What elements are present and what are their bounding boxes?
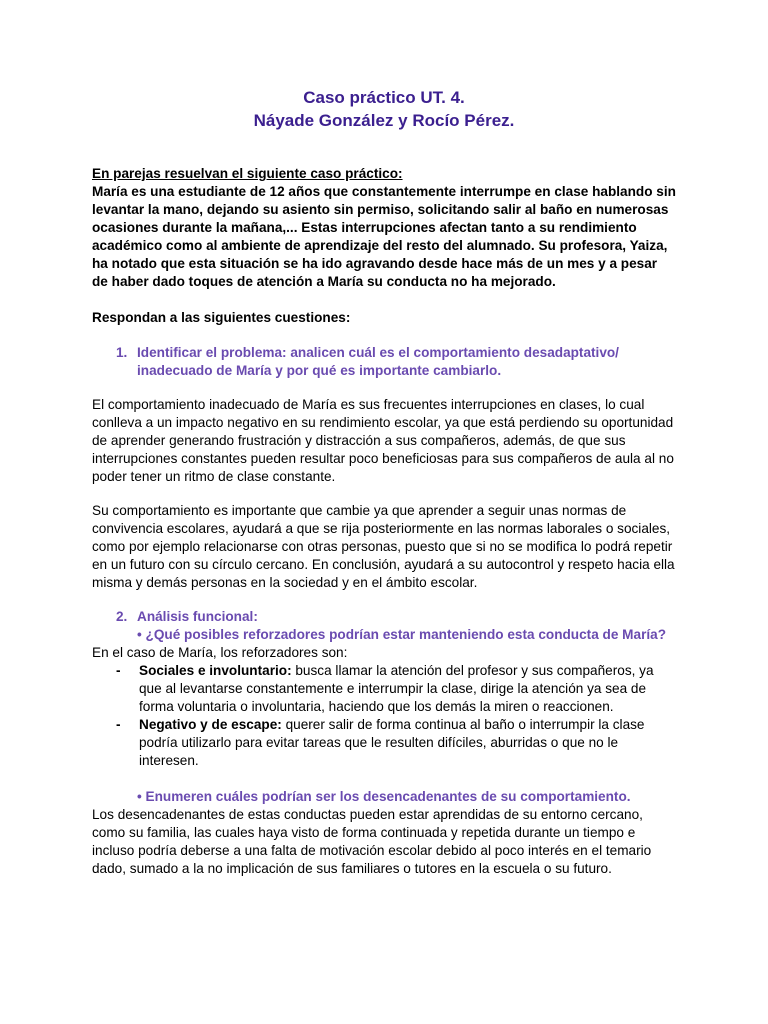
title-line-2: Náyade González y Rocío Pérez. bbox=[253, 111, 515, 130]
page-title bbox=[92, 86, 676, 132]
question-2-number: 2. bbox=[116, 609, 128, 624]
list-item-body bbox=[139, 716, 676, 770]
question-3: • Enumeren cuáles podrían ser los desencadenantes de su comportamiento. bbox=[137, 789, 631, 804]
answer-1-paragraph-2: Su comportamiento es importante que cambie ya que aprender a seguir unas normas de convivencia escolares, ayudará a que se rija posteriormente en las normas laborales o sociales, como por ejemplo relacionarse con otras personas, puesto que si no se modifica lo podrá repetir en un futuro con su círculo cercano. En conclusión, ayudará a su autocontrol y respeto hacia ella misma y demás personas en la sociedad y en el ámbito escolar. bbox=[92, 503, 675, 590]
list-item bbox=[92, 716, 676, 770]
title-line-1: Caso práctico UT. 4. bbox=[303, 88, 465, 107]
reinforcer-list bbox=[92, 662, 676, 770]
question-2-title: Análisis funcional: bbox=[137, 609, 258, 624]
question-1 bbox=[92, 344, 676, 380]
question-2-sub: • ¿Qué posibles reforzadores podrían estar manteniendo esta conducta de María? bbox=[137, 627, 666, 642]
answer-2-intro: En el caso de María, los reforzadores son: bbox=[92, 645, 348, 660]
question-2 bbox=[92, 608, 676, 626]
case-lead: En parejas resuelvan el siguiente caso práctico: bbox=[92, 166, 403, 181]
answer-3-paragraph: Los desencadenantes de estas conductas pueden estar aprendidas de su entorno cercano, como su familia, las cuales haya visto de forma continuada y repetida durante un tiempo e incluso podría deberse a una falta de motivación escolar debido al poco interés en el temario dado, sumado a la no implicación de sus familiares o tutores en la escuela o su futuro. bbox=[92, 807, 652, 876]
case-intro bbox=[92, 165, 676, 291]
list-item-term: Sociales e involuntario: bbox=[139, 663, 292, 678]
list-item-term: Negativo y de escape: bbox=[139, 717, 282, 732]
answer-1-paragraph-1: El comportamiento inadecuado de María es sus frecuentes interrupciones en clases, lo cual conlleva a un impacto negativo en su rendimiento escolar, ya que está perdiendo su oportunidad de aprender generando frustración y distracción a sus compañeros, además, de que sus interrupciones constantes pueden resultar poco beneficiosas para sus compañeros de aula al no poder tener un ritmo de clase constante. bbox=[92, 397, 674, 484]
list-item-text: querer salir de forma continua al baño o interrumpir la clase podría utilizarlo para evitar tareas que le resulten difíciles, aburridas o que no le interesen. bbox=[139, 717, 645, 768]
list-dash: - bbox=[116, 663, 121, 678]
list-item-body bbox=[139, 662, 676, 716]
instruction-text: Respondan a las siguientes cuestiones: bbox=[92, 310, 351, 325]
case-text: María es una estudiante de 12 años que constantemente interrumpe en clase hablando sin levantar la mano, dejando su asiento sin permiso, solicitando salir al baño en numerosas ocasiones durante la mañana,... Estas interrupciones afectan tanto a su rendimiento académico como al ambiente de aprendizaje del resto del alumnado. Su profesora, Yaiza, ha notado que esta situación se ha ido agravando desde hace más de un mes y a pesar de haber dado toques de atención a María su conducta no ha mejorado. bbox=[92, 184, 676, 289]
list-item-text: busca llamar la atención del profesor y sus compañeros, ya que al levantarse constantemente e interrumpir la clase, dirige la atención ya sea de forma voluntaria o involuntaria, haciendo que los demás la miren o reaccionen. bbox=[139, 663, 654, 714]
list-dash: - bbox=[116, 717, 121, 732]
question-1-number: 1. bbox=[116, 345, 128, 360]
question-1-text: Identificar el problema: analicen cuál es el comportamiento desadaptativo/ inadecuado de María y por qué es importante cambiarlo. bbox=[137, 345, 619, 378]
list-item bbox=[92, 662, 676, 716]
